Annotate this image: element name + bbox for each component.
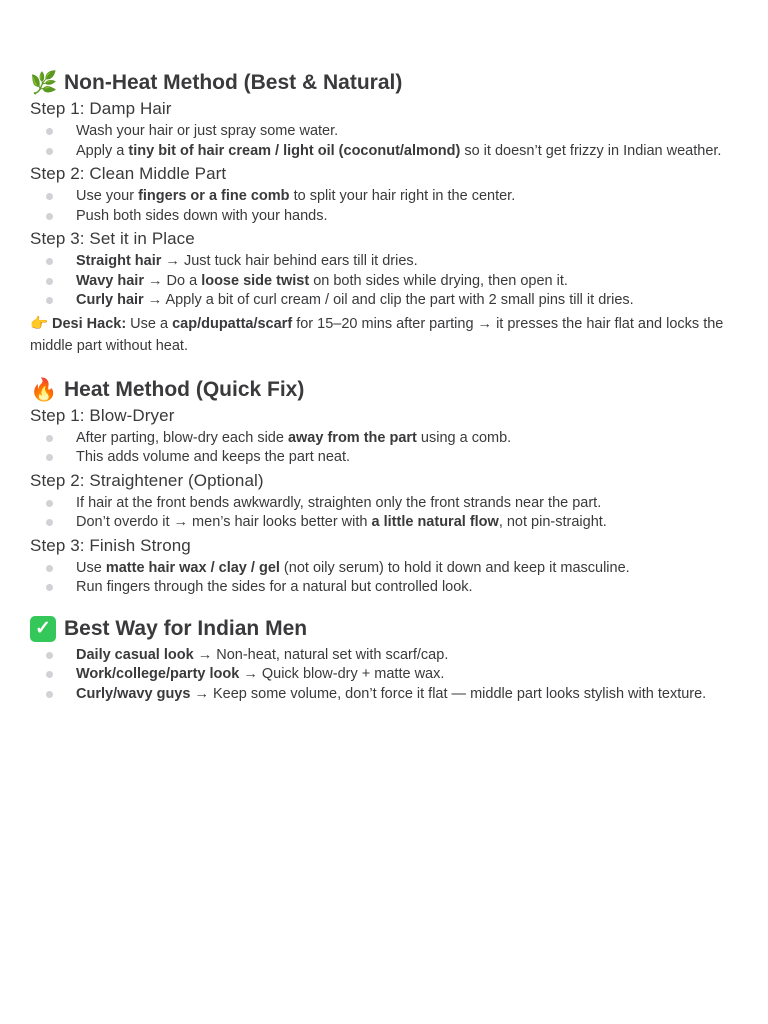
bullet-icon	[46, 193, 53, 200]
bullet-icon	[46, 435, 53, 442]
section-title-non-heat	[30, 68, 738, 98]
list-item: If hair at the front bends awkwardly, straighten only the front strands near the part.	[30, 494, 738, 514]
list-item: Straight hair → Just tuck hair behind ears till it dries.	[30, 252, 738, 272]
step-title: Step 2: Clean Middle Part	[30, 164, 227, 183]
list-item: This adds volume and keeps the part neat.	[30, 448, 738, 468]
herb-icon: 🌿	[30, 70, 58, 95]
step-title: Step 1: Blow-Dryer	[30, 405, 175, 425]
list-item: After parting, blow-dry each side away from the part using a comb.	[30, 429, 738, 449]
list-item: Apply a tiny bit of hair cream / light oil (coconut/almond) so it doesn’t get frizzy in Indian weather.	[30, 142, 738, 162]
list-item: Work/college/party look → Quick blow-dry + matte wax.	[30, 665, 738, 685]
bullet-icon	[46, 671, 53, 678]
bullet-list	[30, 122, 738, 161]
bullet-icon	[46, 213, 53, 220]
bullet-icon	[46, 565, 53, 572]
bullet-icon	[46, 128, 53, 135]
list-item: Curly/wavy guys → Keep some volume, don’t force it flat — middle part looks stylish with texture.	[30, 685, 738, 705]
list-item: Don’t overdo it → men’s hair looks better with a little natural flow, not pin-straight.	[30, 513, 738, 533]
bullet-icon	[46, 584, 53, 591]
list-item: Use matte hair wax / clay / gel (not oily serum) to hold it down and keep it masculine.	[30, 559, 738, 579]
list-item: Curly hair → Apply a bit of curl cream / oil and clip the part with 2 small pins till it dries.	[30, 291, 738, 311]
bullet-icon	[46, 500, 53, 507]
section-title-text: Non-Heat Method (Best & Natural)	[64, 71, 403, 94]
list-item: Wash your hair or just spray some water.	[30, 122, 738, 142]
bullet-list	[30, 187, 738, 226]
bullet-icon	[46, 652, 53, 659]
bullet-list	[30, 494, 738, 533]
list-item: Push both sides down with your hands.	[30, 207, 738, 227]
bullet-icon	[46, 148, 53, 155]
bullet-icon	[46, 297, 53, 304]
bullet-list	[30, 559, 738, 598]
step-title: Step 3: Finish Strong	[30, 535, 191, 555]
bullet-icon	[46, 691, 53, 698]
step-title: Step 3: Set it in Place	[30, 229, 195, 248]
bullet-list	[30, 646, 738, 705]
check-mark-icon: ✓	[30, 616, 56, 642]
step-title: Step 2: Straightener (Optional)	[30, 470, 264, 490]
list-item: Daily casual look → Non-heat, natural set with scarf/cap.	[30, 646, 738, 666]
section-title-heat	[30, 375, 738, 405]
section-title-text: Best Way for Indian Men	[64, 616, 308, 640]
pointing-hand-icon: 👉	[30, 315, 49, 332]
fire-icon: 🔥	[30, 376, 58, 402]
spacer	[30, 357, 738, 375]
list-item: Use your fingers or a fine comb to split your hair right in the center.	[30, 187, 738, 207]
section-title-best-way	[30, 614, 738, 644]
bullet-icon	[46, 278, 53, 285]
bullet-list	[30, 429, 738, 468]
bullet-icon	[46, 258, 53, 265]
bullet-list	[30, 252, 738, 311]
step-title: Step 1: Damp Hair	[30, 99, 172, 118]
bullet-icon	[46, 519, 53, 526]
desi-hack-note: 👉 Desi Hack: Use a cap/dupatta/scarf for 15–20 mins after parting → it presses the hair flat and locks the middle part without heat.	[30, 313, 738, 357]
section-title-text: Heat Method (Quick Fix)	[64, 377, 305, 401]
list-item: Wavy hair → Do a loose side twist on both sides while drying, then open it.	[30, 272, 738, 292]
spacer	[30, 600, 738, 614]
list-item: Run fingers through the sides for a natural but controlled look.	[30, 578, 738, 598]
bullet-icon	[46, 454, 53, 461]
